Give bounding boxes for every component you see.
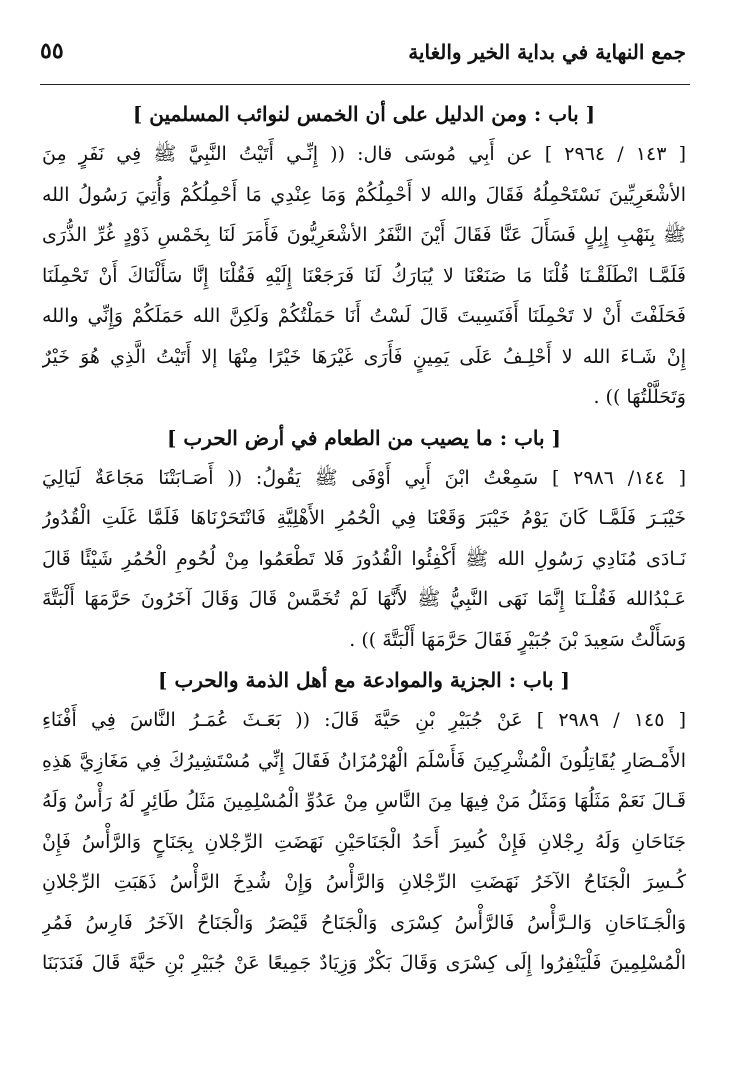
page-body (42, 94, 686, 984)
chapter-heading: [ باب : ما يصيب من الطعام في أرض الحرب ] (167, 425, 561, 450)
text-line: جَنَاحَانِ وَلَهُ رِجْلانِ فَإِنْ كُسِرَ أَحَدُ الْجَنَاحَيْنِ نَهَضَتِ الرِّجْلانِ بِجَنَاحٍ وَالرَّأْسُ فَإِنْ (42, 830, 686, 853)
text-line: قَـالَ نَعَمْ مَثَلُهَا وَمَثَلُ مَنْ فِيهَا مِنَ النَّاسِ مِنْ عَدُوِّ الْمُسْلِمِينَ مَثَلُ طَائِرٍ لَهُ رَأْسٌ وَلَهُ (42, 790, 686, 812)
text-line: خَيْبَـرَ فَلَمَّـا كَانَ يَوْمُ خَيْبَرَ وَقَعْنَا فِي الْحُمُرِ الأَهْلِيَّةِ فَانْتَحَرْنَاهَا فَلَمَّا غَلَتِ الْقُدُورُ (42, 507, 686, 529)
text-line: إِنْ شَـاءَ الله لا أَحْلِـفُ عَلَى يَمِينٍ فَأَرَى غَيْرَهَا خَيْرًا مِنْهَا إلا أَتَيْتُ الَّذِي هُوَ خَيْرٌ (42, 345, 686, 368)
text-line: فَحَلَفْتَ أَنْ لا تَحْمِلَنَا أَفَنَسِيتَ قَالَ لَسْتُ أَنَا حَمَلْتُكُمْ وَلَكِنَّ الله حَمَلَكُمْ وَإِنِّي والله (42, 305, 686, 327)
text-line: الأَمْـصَارِ يُقَاتِلُونَ الْمُشْرِكِينَ فَأَسْلَمَ الْهُرْمُزَانُ فَقَالَ إِنِّي مُسْتَشِيرُكَ فِي مَغَازِيَّ هَذِهِ (42, 749, 686, 772)
hadith-paragraph (42, 134, 686, 418)
chapter-heading: [ باب : ومن الدليل على أن الخمس لنوائب المسلمين ] (132, 102, 596, 126)
text-line: [ ١٤٤/ ٢٩٨٦ ] سَمِعْتُ ابْنَ أَبِي أَوْفَى ﷺ يَقُولُ: (( أَصَـابَتْنَا مَجَاعَةٌ لَيَالِيَ (42, 466, 686, 489)
text-line: فَلَمَّـا انْطَلَقْـنَا قُلْنَا مَا صَنَعْنَا لا يُبَارَكُ لَنَا فَرَجَعْنَا إِلَيْهِ فَقُلْنَا إِنَّا سَأَلْنَاكَ أَنْ تَحْمِلَنَا (42, 264, 686, 287)
hadith-paragraph (42, 700, 686, 984)
text-line: كُـسِرَ الْجَنَاحُ الآخَرُ نَهَضَتِ الرِّجْلانِ وَالرَّأْسُ وَإِنْ شُدِخَ الرَّأْسُ ذَهَبَتِ الرِّجْلانِ (42, 871, 686, 893)
text-line: ﷺ بِنَهْبِ إِبِلٍ فَسَأَلَ عَنَّا فَقَالَ أَيْنَ النَّفَرُ الأشْعَرِيُّونَ فَأَمَرَ لَنَا بِخَمْسِ ذَوْدٍ غُرِّ الذُّرَى (42, 224, 686, 246)
text-line: عَـبْدُالله فَقُلْـنَا إِنَّمَا نَهَى النَّبِيُّ ﷺ لأَنَّهَا لَمْ تُخَمَّسْ قَالَ وَقَالَ آخَرُونَ حَرَّمَهَا أَلْبَتَّةَ (42, 588, 686, 610)
text-line: وَسَأَلْتُ سَعِيدَ بْنَ جُبَيْرٍ فَقَالَ حَرَّمَهَا أَلْبَتَّةَ )) . (349, 628, 686, 651)
chapter-heading: [ باب : الجزية والموادعة مع أهل الذمة والحرب ] (158, 668, 570, 692)
text-line: الْمُسْلِمِينَ فَلْيَنْفِرُوا إِلَى كِسْرَى وَقَالَ بَكْرٌ وَزِيَادٌ جَمِيعًا عَنْ جُبَيْرِ بْنِ حَيَّةَ قَالَ فَنَدَبَنَا (42, 952, 686, 974)
book-title: جمع النهاية في بداية الخير والغاية (408, 40, 686, 64)
hadith-paragraph (42, 458, 686, 661)
running-header (40, 38, 686, 74)
text-line: [ ١٤٣ / ٢٩٦٤ ] عن أَبِي مُوسَى قال: (( إِنِّـي أَتَيْتُ النَّبِيَّ ﷺ فِي نَفَرٍ مِنَ (42, 143, 686, 165)
text-line: وَتَحَلَّلْتُهَا )) . (593, 386, 686, 408)
text-line: [ ١٤٥ / ٢٩٨٩ ] عَنْ جُبَيْرِ بْنِ حَيَّةَ قَالَ: (( بَعَـثَ عُمَـرُ النَّاسَ فِي أَفْنَاءِ (42, 709, 686, 731)
page-number: ٥٥ (40, 38, 64, 64)
text-line: وَالْجَـنَاحَانِ وَالـرَّأْسُ فَالرَّأْسُ كِسْرَى وَالْجَنَاحُ قَيْصَرُ وَالْجَنَاحُ الآخَرُ فَارِسُ فَمُرِ (42, 911, 686, 934)
text-line: الأشْعَرِيِّينَ نَسْتَحْمِلُهُ فَقَالَ والله لا أَحْمِلُكُمْ وَمَا عِنْدِي مَا أَحْمِلُكُمْ وَأُتِيَ رَسُولُ الله (42, 183, 686, 206)
text-line: نَـادَى مُنَادِي رَسُولِ الله ﷺ أَكْفِئُوا الْقُدُورَ فَلا تَطْعَمُوا مِنْ لُحُومِ الْحُمُرِ شَيْئًا قَالَ (42, 547, 686, 570)
header-rule (40, 84, 690, 85)
